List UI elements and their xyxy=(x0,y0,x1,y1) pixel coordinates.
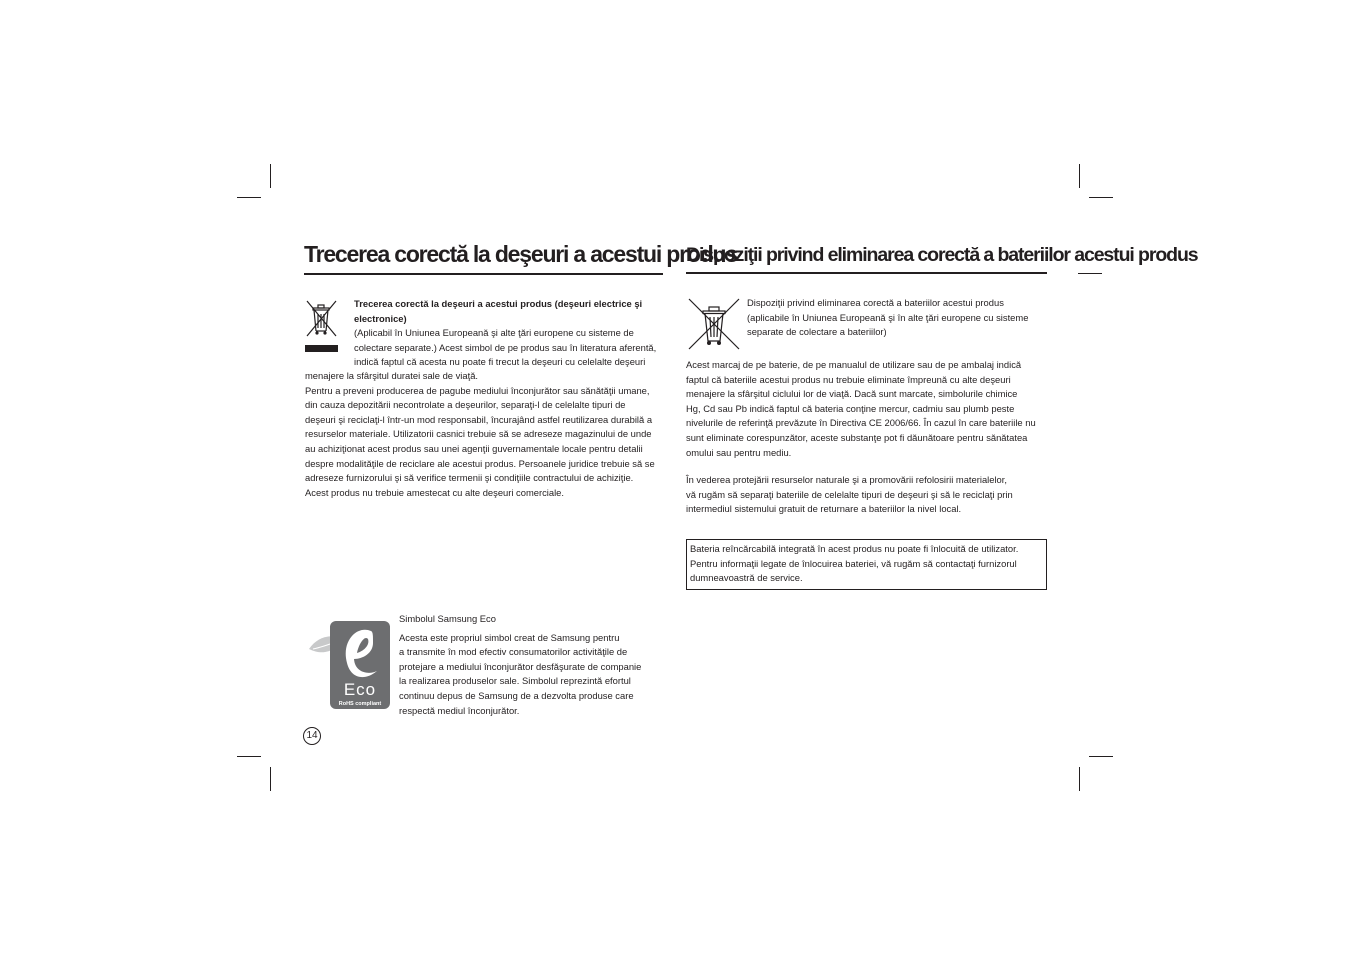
battery-intro-line: Dispoziţii privind eliminarea corectă a bateriilor acestui produs xyxy=(747,297,1004,308)
battery-paragraph-line: intermediul sistemului gratuit de returnare a bateriilor la nivel local. xyxy=(686,503,962,515)
notice-line: Bateria reîncărcabilă integrată în acest produs nu poate fi înlocuită de utilizator. xyxy=(690,543,1019,554)
battery-paragraph-line: În vederea protejării resurselor naturale şi a promovării refolosirii materialelor, xyxy=(686,474,1007,485)
eco-line: continuu depus de Samsung de a dezvolta produse care xyxy=(399,689,634,701)
weee-intro-line: colectare separate.) Acest simbol de pe produs sau în literatura aferentă, xyxy=(354,341,657,353)
eco-logo-word: Eco xyxy=(343,680,377,699)
battery-intro-line: (aplicabile în Uniunea Europeană şi în alte ţări europene cu sisteme xyxy=(747,311,1029,323)
battery-paragraph-line: Hg, Cd sau Pb indică faptul că bateria conţine mercur, cadmiu sau plumb peste xyxy=(686,402,1015,414)
weee-body-line: deşeuri şi reciclaţi-l într-un mod responsabil, încurajând astfel reutilizarea durabilă a xyxy=(305,413,653,425)
eco-line: protejare a mediului înconjurător desfăşurate de companie xyxy=(399,660,642,672)
weee-body-line: Acest produs nu trebuie amestecat cu alte deşeuri comerciale. xyxy=(305,486,564,498)
weee-body-line: din cauza depozitării necontrolate a deşeurilor, separaţi-l de celelalte tipuri de xyxy=(305,399,626,411)
battery-paragraph-line: faptul că bateriile acestui produs nu trebuie eliminate împreună cu alte deşeuri xyxy=(686,373,1011,385)
crossed-bin-icon xyxy=(304,298,338,353)
weee-body-line: resurselor materiale. Utilizatorii casnici trebuie să se adreseze magazinului de unde xyxy=(305,428,652,440)
crop-mark xyxy=(270,767,271,791)
weee-body-line: au achiziţionat acest produs sau unei agenţii guvernamentale locale pentru detalii xyxy=(305,442,643,454)
weee-heading: Trecerea corectă la deşeuri a acestui produs (deşeuri electrice şi electronice) xyxy=(354,298,643,324)
page-title-right: Dispoziţii privind eliminarea corectă a bateriilor acestui produs xyxy=(686,244,1047,274)
eco-line: a transmite în mod efectiv consumatorilor activităţile de xyxy=(399,646,628,658)
weee-body xyxy=(305,369,667,500)
eco-line: la realizarea produselor sale. Simbolul reprezintă efortul xyxy=(399,675,631,687)
eco-heading: Simbolul Samsung Eco xyxy=(399,613,496,624)
weee-body-line: despre modalităţile de reciclare ale acestui produs. Persoanele juridice trebuie să se xyxy=(305,457,655,469)
eco-line: Acesta este propriul simbol creat de Samsung pentru xyxy=(399,631,620,643)
eco-logo-subtitle: RoHS compliant xyxy=(338,701,382,707)
battery-paragraph-line: menajere la sfârşitul ciclului lor de viaţă. Dacă sunt marcate, simbolurile chimice xyxy=(686,388,1018,400)
battery-paragraph-line: nivelurile de referinţă prevăzute în Directiva CE 2006/66. În cazul în care bateriile nu xyxy=(686,417,1036,429)
battery-paragraph-line: sunt eliminate corespunzător, aceste substanţe pot fi dăunătoare pentru sănătatea xyxy=(686,431,1028,443)
crop-mark xyxy=(1078,273,1102,274)
battery-intro xyxy=(747,296,1047,340)
weee-intro-line: (Aplicabil în Uniunea Europeană şi alte ţări europene cu sisteme de xyxy=(354,327,634,339)
crop-mark xyxy=(1089,197,1113,198)
page-title-left: Trecerea corectă la deşeuri a acestui produs xyxy=(304,241,663,275)
samsung-eco-logo xyxy=(307,619,391,711)
battery-paragraph-line: omului sau pentru mediu. xyxy=(686,446,792,458)
notice-line: dumneavoastră de service. xyxy=(690,572,803,584)
crop-mark xyxy=(237,756,261,757)
weee-body-line: adreseze furnizorului şi să verifice termenii şi condiţiile contractului de achiziţie. xyxy=(305,472,634,484)
weee-section xyxy=(354,297,666,370)
battery-paragraph-line: vă rugăm să separaţi bateriile de celelalte tipuri de deşeuri şi să le reciclaţi prin xyxy=(686,488,1013,500)
battery-paragraph-line: Acest marcaj de pe baterie, de pe manualul de utilizare sau de pe ambalaj indică xyxy=(686,359,1022,370)
crop-mark xyxy=(1079,164,1080,188)
battery-intro-line: separate de colectare a bateriilor) xyxy=(747,326,887,338)
crop-mark xyxy=(270,164,271,188)
weee-body-line: menajere la sfârşitul duratei sale de viaţă. xyxy=(305,370,479,381)
eco-line: respectă mediul înconjurător. xyxy=(399,704,520,716)
battery-notice-box xyxy=(686,539,1047,590)
crop-mark xyxy=(1089,756,1113,757)
crop-mark xyxy=(1079,767,1080,791)
crop-mark xyxy=(237,197,261,198)
battery-paragraph-1 xyxy=(686,358,1048,460)
notice-line: Pentru informaţii legate de înlocuirea bateriei, vă rugăm să contactaţi furnizorul xyxy=(690,557,1017,569)
eco-section xyxy=(399,612,669,718)
crossed-battery-bin-icon xyxy=(687,297,741,351)
battery-paragraph-2 xyxy=(686,473,1048,517)
weee-body-line: Pentru a preveni producerea de pagube mediului înconjurător sau sănătăţii umane, xyxy=(305,384,650,396)
weee-intro-line: indică faptul că acesta nu poate fi trecut la deşeuri cu celelalte deşeuri xyxy=(354,356,646,368)
page-number: 14 xyxy=(303,727,321,745)
